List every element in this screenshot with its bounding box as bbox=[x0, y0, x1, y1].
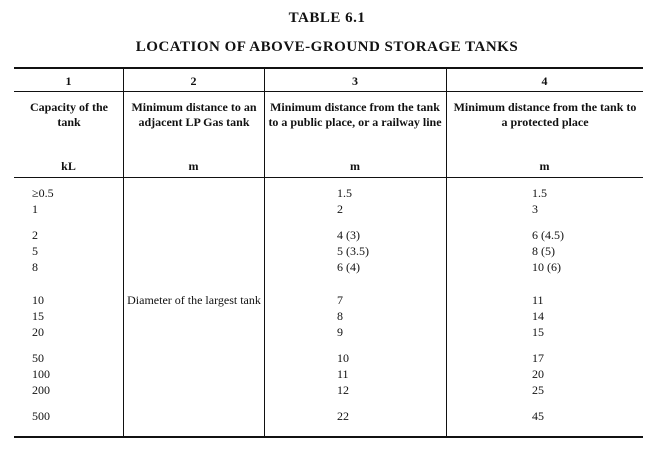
unit-capacity: kL bbox=[61, 159, 76, 173]
public-distance-cell: 4 (3) bbox=[337, 228, 360, 242]
protected-distance-cell: 10 (6) bbox=[532, 260, 561, 274]
capacity-cell: 10 bbox=[32, 293, 44, 307]
capacity-cell: 500 bbox=[32, 409, 50, 423]
capacity-cell: ≥0.5 bbox=[32, 186, 54, 200]
public-distance-cell: 10 bbox=[337, 351, 349, 365]
protected-distance-cell: 1.5 bbox=[532, 186, 547, 200]
table-bottom-rule bbox=[14, 436, 643, 438]
public-distance-cell: 11 bbox=[337, 367, 349, 381]
protected-distance-cell: 8 (5) bbox=[532, 244, 555, 258]
protected-distance-cell: 25 bbox=[532, 383, 544, 397]
column-divider-3 bbox=[446, 68, 447, 438]
adjacent-tank-value: Diameter of the largest tank bbox=[127, 293, 261, 307]
protected-distance-cell: 20 bbox=[532, 367, 544, 381]
column-number-rule bbox=[14, 91, 643, 92]
unit-adjacent-tank: m bbox=[188, 159, 199, 173]
header-capacity: Capacity of the tank bbox=[30, 100, 108, 129]
public-distance-cell: 1.5 bbox=[337, 186, 352, 200]
column-number-2: 2 bbox=[190, 74, 197, 88]
capacity-cell: 8 bbox=[32, 260, 38, 274]
capacity-cell: 5 bbox=[32, 244, 38, 258]
header-public-place: Minimum distance from the tank to a public place, or a railway line bbox=[268, 100, 442, 129]
protected-distance-cell: 14 bbox=[532, 309, 544, 323]
column-number-1: 1 bbox=[65, 74, 72, 88]
unit-public-place: m bbox=[350, 159, 360, 173]
capacity-cell: 100 bbox=[32, 367, 50, 381]
capacity-cell: 15 bbox=[32, 309, 44, 323]
protected-distance-cell: 3 bbox=[532, 202, 538, 216]
protected-distance-cell: 15 bbox=[532, 325, 544, 339]
table-top-rule bbox=[14, 67, 643, 69]
capacity-cell: 1 bbox=[32, 202, 38, 216]
protected-distance-cell: 11 bbox=[532, 293, 544, 307]
capacity-cell: 50 bbox=[32, 351, 44, 365]
public-distance-cell: 12 bbox=[337, 383, 349, 397]
table-caption: LOCATION OF ABOVE-GROUND STORAGE TANKS bbox=[135, 39, 519, 55]
header-adjacent-tank: Minimum distance to an adjacent LP Gas tank bbox=[131, 100, 257, 129]
public-distance-cell: 6 (4) bbox=[337, 260, 360, 274]
protected-distance-cell: 45 bbox=[532, 409, 544, 423]
public-distance-cell: 2 bbox=[337, 202, 343, 216]
column-divider-1 bbox=[123, 68, 124, 438]
column-number-3: 3 bbox=[352, 74, 358, 88]
capacity-cell: 2 bbox=[32, 228, 38, 242]
capacity-cell: 200 bbox=[32, 383, 50, 397]
capacity-cell: 20 bbox=[32, 325, 44, 339]
header-protected-place: Minimum distance from the tank to a protected place bbox=[453, 100, 637, 129]
table-number: TABLE 6.1 bbox=[288, 10, 366, 26]
public-distance-cell: 8 bbox=[337, 309, 343, 323]
protected-distance-cell: 17 bbox=[532, 351, 544, 365]
public-distance-cell: 9 bbox=[337, 325, 343, 339]
public-distance-cell: 22 bbox=[337, 409, 349, 423]
protected-distance-cell: 6 (4.5) bbox=[532, 228, 564, 242]
public-distance-cell: 7 bbox=[337, 293, 343, 307]
column-divider-2 bbox=[264, 68, 265, 438]
unit-protected-place: m bbox=[539, 159, 550, 173]
column-number-4: 4 bbox=[541, 74, 548, 88]
public-distance-cell: 5 (3.5) bbox=[337, 244, 369, 258]
header-bottom-rule bbox=[14, 177, 643, 178]
